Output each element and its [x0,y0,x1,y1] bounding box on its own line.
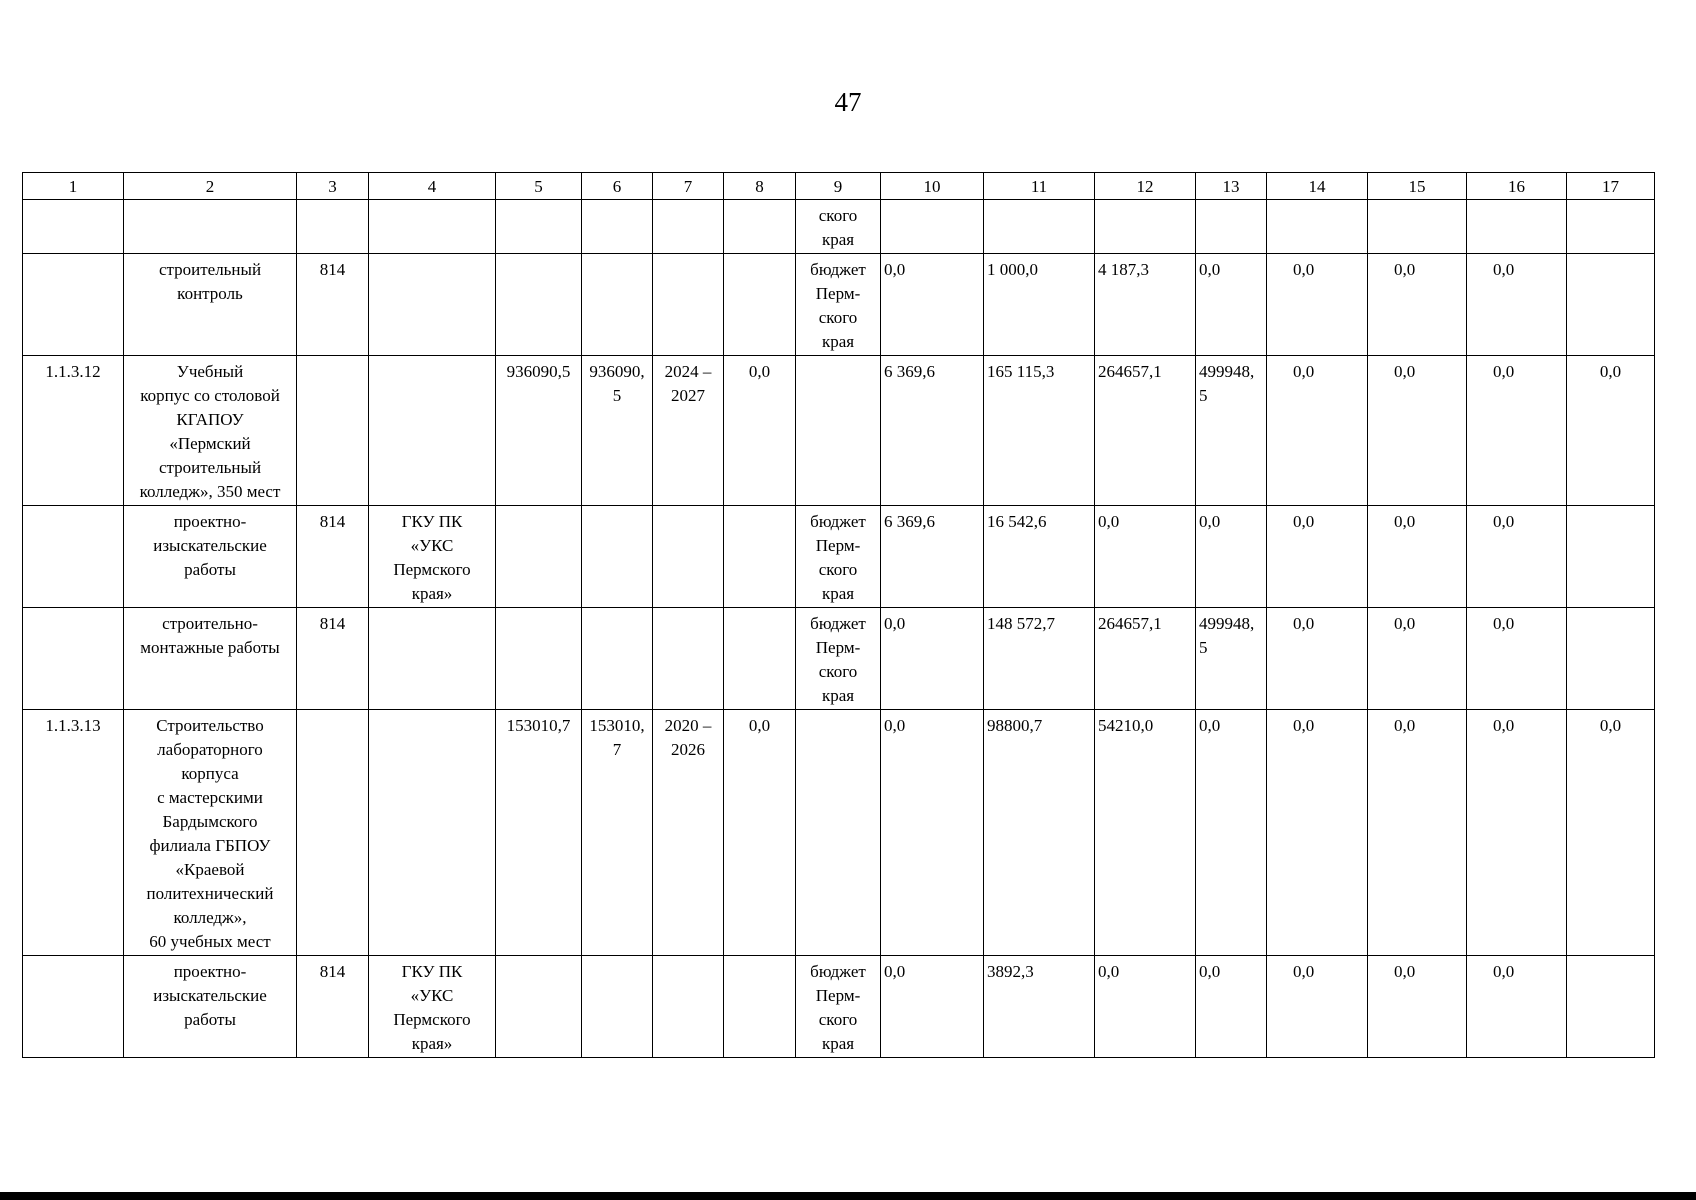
table-cell [1267,200,1368,254]
table-cell: 0,0 [1467,254,1567,356]
table-cell: 1.1.3.13 [23,710,124,956]
table-cell [724,200,796,254]
table-cell: 54210,0 [1095,710,1196,956]
table-row [23,710,1655,956]
table-cell: строительный контроль [124,254,297,356]
table-cell [653,506,724,608]
table-cell: бюджет Перм- ского края [796,956,881,1058]
table-cell: 0,0 [1267,356,1368,506]
table-cell: 0,0 [1267,608,1368,710]
table-cell [369,200,496,254]
table-cell [1567,608,1655,710]
table-cell: Строительство лабораторного корпуса с мастерскими Бардымского филиала ГБПОУ «Краевой политехнический колледж», 60 учебных мест [124,710,297,956]
table-cell: 814 [297,608,369,710]
table-cell: 0,0 [1467,506,1567,608]
table-cell [724,506,796,608]
scan-bottom-edge [0,1192,1696,1200]
table-cell: 148 572,7 [984,608,1095,710]
table-cell [297,200,369,254]
table-cell: 153010,7 [496,710,582,956]
column-header-1: 1 [23,173,124,200]
table-cell: 0,0 [1095,956,1196,1058]
table-cell [23,254,124,356]
table-cell: 0,0 [1368,710,1467,956]
column-header-7: 7 [653,173,724,200]
table-cell [653,608,724,710]
table-cell [496,608,582,710]
table-cell: 499948, 5 [1196,608,1267,710]
table-cell [653,254,724,356]
table-cell: 0,0 [881,956,984,1058]
table-cell: 16 542,6 [984,506,1095,608]
table-cell [496,956,582,1058]
table-cell [653,956,724,1058]
table-cell: 6 369,6 [881,356,984,506]
page-number: 47 [834,87,862,117]
column-header-16: 16 [1467,173,1567,200]
table-cell: бюджет Перм- ского края [796,506,881,608]
table-cell [582,200,653,254]
table-cell [124,200,297,254]
table-row [23,254,1655,356]
table-cell: 814 [297,254,369,356]
table-cell [724,956,796,1058]
table-cell: 0,0 [1467,710,1567,956]
table-cell: бюджет Перм- ского края [796,254,881,356]
column-header-6: 6 [582,173,653,200]
table-cell [23,608,124,710]
table-cell: 1 000,0 [984,254,1095,356]
table-cell [1196,200,1267,254]
table-cell [496,254,582,356]
table-cell [23,200,124,254]
table-cell [369,710,496,956]
table-cell [1567,254,1655,356]
table-row [23,200,1655,254]
table-cell [582,608,653,710]
table-cell: 153010, 7 [582,710,653,956]
table-cell [724,254,796,356]
column-header-2: 2 [124,173,297,200]
table-cell: 2020 – 2026 [653,710,724,956]
column-header-4: 4 [369,173,496,200]
table-cell [582,254,653,356]
table-cell: 0,0 [1267,254,1368,356]
table-cell: бюджет Перм- ского края [796,608,881,710]
table-cell: ского края [796,200,881,254]
table-cell [23,956,124,1058]
table-cell: ГКУ ПК «УКС Пермского края» [369,956,496,1058]
column-header-17: 17 [1567,173,1655,200]
table-cell: 165 115,3 [984,356,1095,506]
table-row [23,506,1655,608]
table-cell [496,506,582,608]
table-cell [1467,200,1567,254]
table-cell: 2024 – 2027 [653,356,724,506]
table-cell: 0,0 [881,710,984,956]
table-cell: Учебный корпус со столовой КГАПОУ «Пермский строительный колледж», 350 мест [124,356,297,506]
table-cell [369,254,496,356]
table-cell: 0,0 [1567,710,1655,956]
table-cell: 936090,5 [496,356,582,506]
table-cell: проектно- изыскательские работы [124,506,297,608]
table-cell [1368,200,1467,254]
table-cell: 0,0 [1567,356,1655,506]
table-row [23,956,1655,1058]
table-cell: 0,0 [724,356,796,506]
table-cell: 499948, 5 [1196,356,1267,506]
column-header-8: 8 [724,173,796,200]
column-header-3: 3 [297,173,369,200]
table-cell: строительно- монтажные работы [124,608,297,710]
table-row [23,356,1655,506]
column-header-15: 15 [1368,173,1467,200]
table-header-row [23,173,1655,200]
table-cell [297,710,369,956]
table-cell: 0,0 [881,254,984,356]
table-cell: 1.1.3.12 [23,356,124,506]
column-header-13: 13 [1196,173,1267,200]
table-cell [1567,506,1655,608]
table-cell: 0,0 [1467,608,1567,710]
table-cell [796,356,881,506]
column-header-11: 11 [984,173,1095,200]
table-cell: 0,0 [1267,956,1368,1058]
table-cell: 936090, 5 [582,356,653,506]
table-cell [653,200,724,254]
table-cell: 6 369,6 [881,506,984,608]
table-cell [582,956,653,1058]
table-cell: 264657,1 [1095,356,1196,506]
column-header-10: 10 [881,173,984,200]
budget-table [22,172,1655,1058]
table-cell: 0,0 [1267,506,1368,608]
table-cell: 264657,1 [1095,608,1196,710]
table-cell [984,200,1095,254]
table-cell [23,506,124,608]
column-header-9: 9 [796,173,881,200]
table-cell: 0,0 [1368,956,1467,1058]
table-cell: 0,0 [1196,254,1267,356]
table-cell: 4 187,3 [1095,254,1196,356]
table-cell [724,608,796,710]
table-cell: 0,0 [1368,506,1467,608]
table-cell: 0,0 [1196,710,1267,956]
table-cell: 98800,7 [984,710,1095,956]
table-cell: проектно- изыскательские работы [124,956,297,1058]
table-cell: 0,0 [1095,506,1196,608]
table-cell [369,356,496,506]
table-cell: ГКУ ПК «УКС Пермского края» [369,506,496,608]
column-header-12: 12 [1095,173,1196,200]
table-cell: 0,0 [1467,356,1567,506]
table-cell [1567,200,1655,254]
table-cell: 0,0 [1368,356,1467,506]
table-cell: 0,0 [1368,608,1467,710]
table-row [23,608,1655,710]
table-cell: 3892,3 [984,956,1095,1058]
table-cell: 0,0 [1196,506,1267,608]
table-cell [1095,200,1196,254]
table-cell [582,506,653,608]
table-cell: 0,0 [881,608,984,710]
table-cell: 0,0 [1368,254,1467,356]
table-cell: 814 [297,506,369,608]
table-cell: 0,0 [1267,710,1368,956]
table-cell [496,200,582,254]
table-cell [796,710,881,956]
column-header-14: 14 [1267,173,1368,200]
table-cell: 814 [297,956,369,1058]
table-cell [297,356,369,506]
table-cell: 0,0 [1196,956,1267,1058]
table-cell: 0,0 [724,710,796,956]
table-cell [881,200,984,254]
table-cell [369,608,496,710]
table-cell [1567,956,1655,1058]
table-cell: 0,0 [1467,956,1567,1058]
column-header-5: 5 [496,173,582,200]
